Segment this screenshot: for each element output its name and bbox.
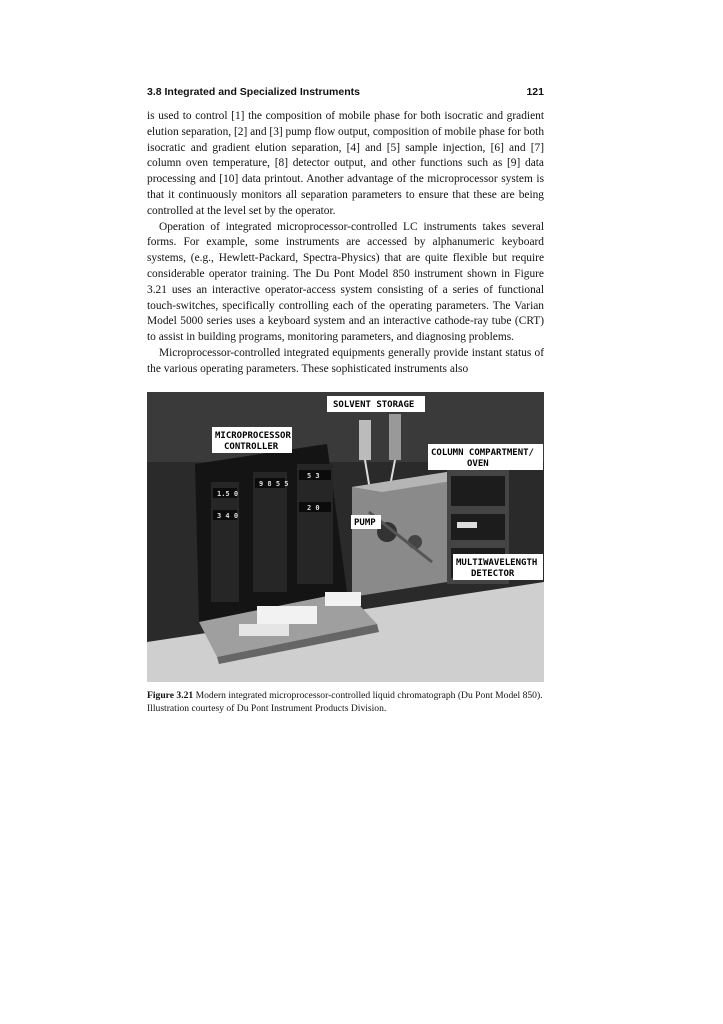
label-oven: OVEN — [467, 459, 489, 469]
readout-2: 9 8 5 5 — [259, 480, 289, 488]
label-detector: DETECTOR — [471, 569, 515, 579]
label-multiwavelength: MULTIWAVELENGTH — [456, 558, 538, 568]
section-title: 3.8 Integrated and Specialized Instruments — [147, 86, 360, 98]
label-solvent-storage: SOLVENT STORAGE — [333, 400, 415, 410]
readout-4: 5 3 — [307, 472, 320, 480]
readout-1: 1.5 0 — [217, 490, 239, 498]
label-column-compartment: COLUMN COMPARTMENT/ — [431, 448, 534, 458]
running-header — [147, 86, 544, 100]
label-pump: PUMP — [354, 518, 376, 528]
readout-3: 3 4 0 — [217, 512, 239, 520]
readout-5: 2 0 — [307, 504, 320, 512]
paragraph-2: Operation of integrated microprocessor-controlled LC instruments takes several forms. For example, some instruments are accessed by alphanumeric keyboard systems, (e.g., Hewlett-Packard, Spectra-Physics) that are quite flexible but require considerable operator training. The Du Pont Model 850 instrument shown in Figure 3.21 uses an interactive operator-access system consisting of a series of functional touch-switches, specifically controlling each of the operating parameters. The Varian Model 5000 series uses a keyboard system and an interactive cathode-ray tube (CRT) to assist in building programs, monitoring parameters, and diagnosing problems. — [147, 220, 544, 344]
label-controller: CONTROLLER — [224, 442, 279, 452]
paragraph-3: Microprocessor-controlled integrated equipments generally provide instant status of the various operating parameters. These sophisticated instruments also — [147, 346, 544, 375]
instrument-illustration — [147, 392, 544, 682]
page-number: 121 — [526, 86, 544, 98]
paragraph-1: is used to control [1] the composition of mobile phase for both isocratic and gradient elution separation, [2] and [3] pump flow output, composition of mobile phase for both isocratic and gradient elution separation, [4] and [5] sample injection, [6] and [7] column oven temperature, [8] detector output, and other functions such as [9] data processing and [10] data printout. Another advantage of the microprocessor system is that it continuously monitors all separation parameters to ensure that these are being controlled at the level set by the operator. — [147, 110, 545, 217]
figure-photo — [147, 392, 544, 682]
figure-caption — [147, 690, 544, 715]
caption-label: Figure 3.21 — [147, 690, 194, 701]
caption-text: Modern integrated microprocessor-controlled liquid chromatograph (Du Pont Model 850). Illustration courtesy of Du Pont Instrument Products Division. — [147, 690, 543, 714]
body-text — [147, 109, 544, 378]
label-microprocessor: MICROPROCESSOR — [215, 431, 291, 441]
